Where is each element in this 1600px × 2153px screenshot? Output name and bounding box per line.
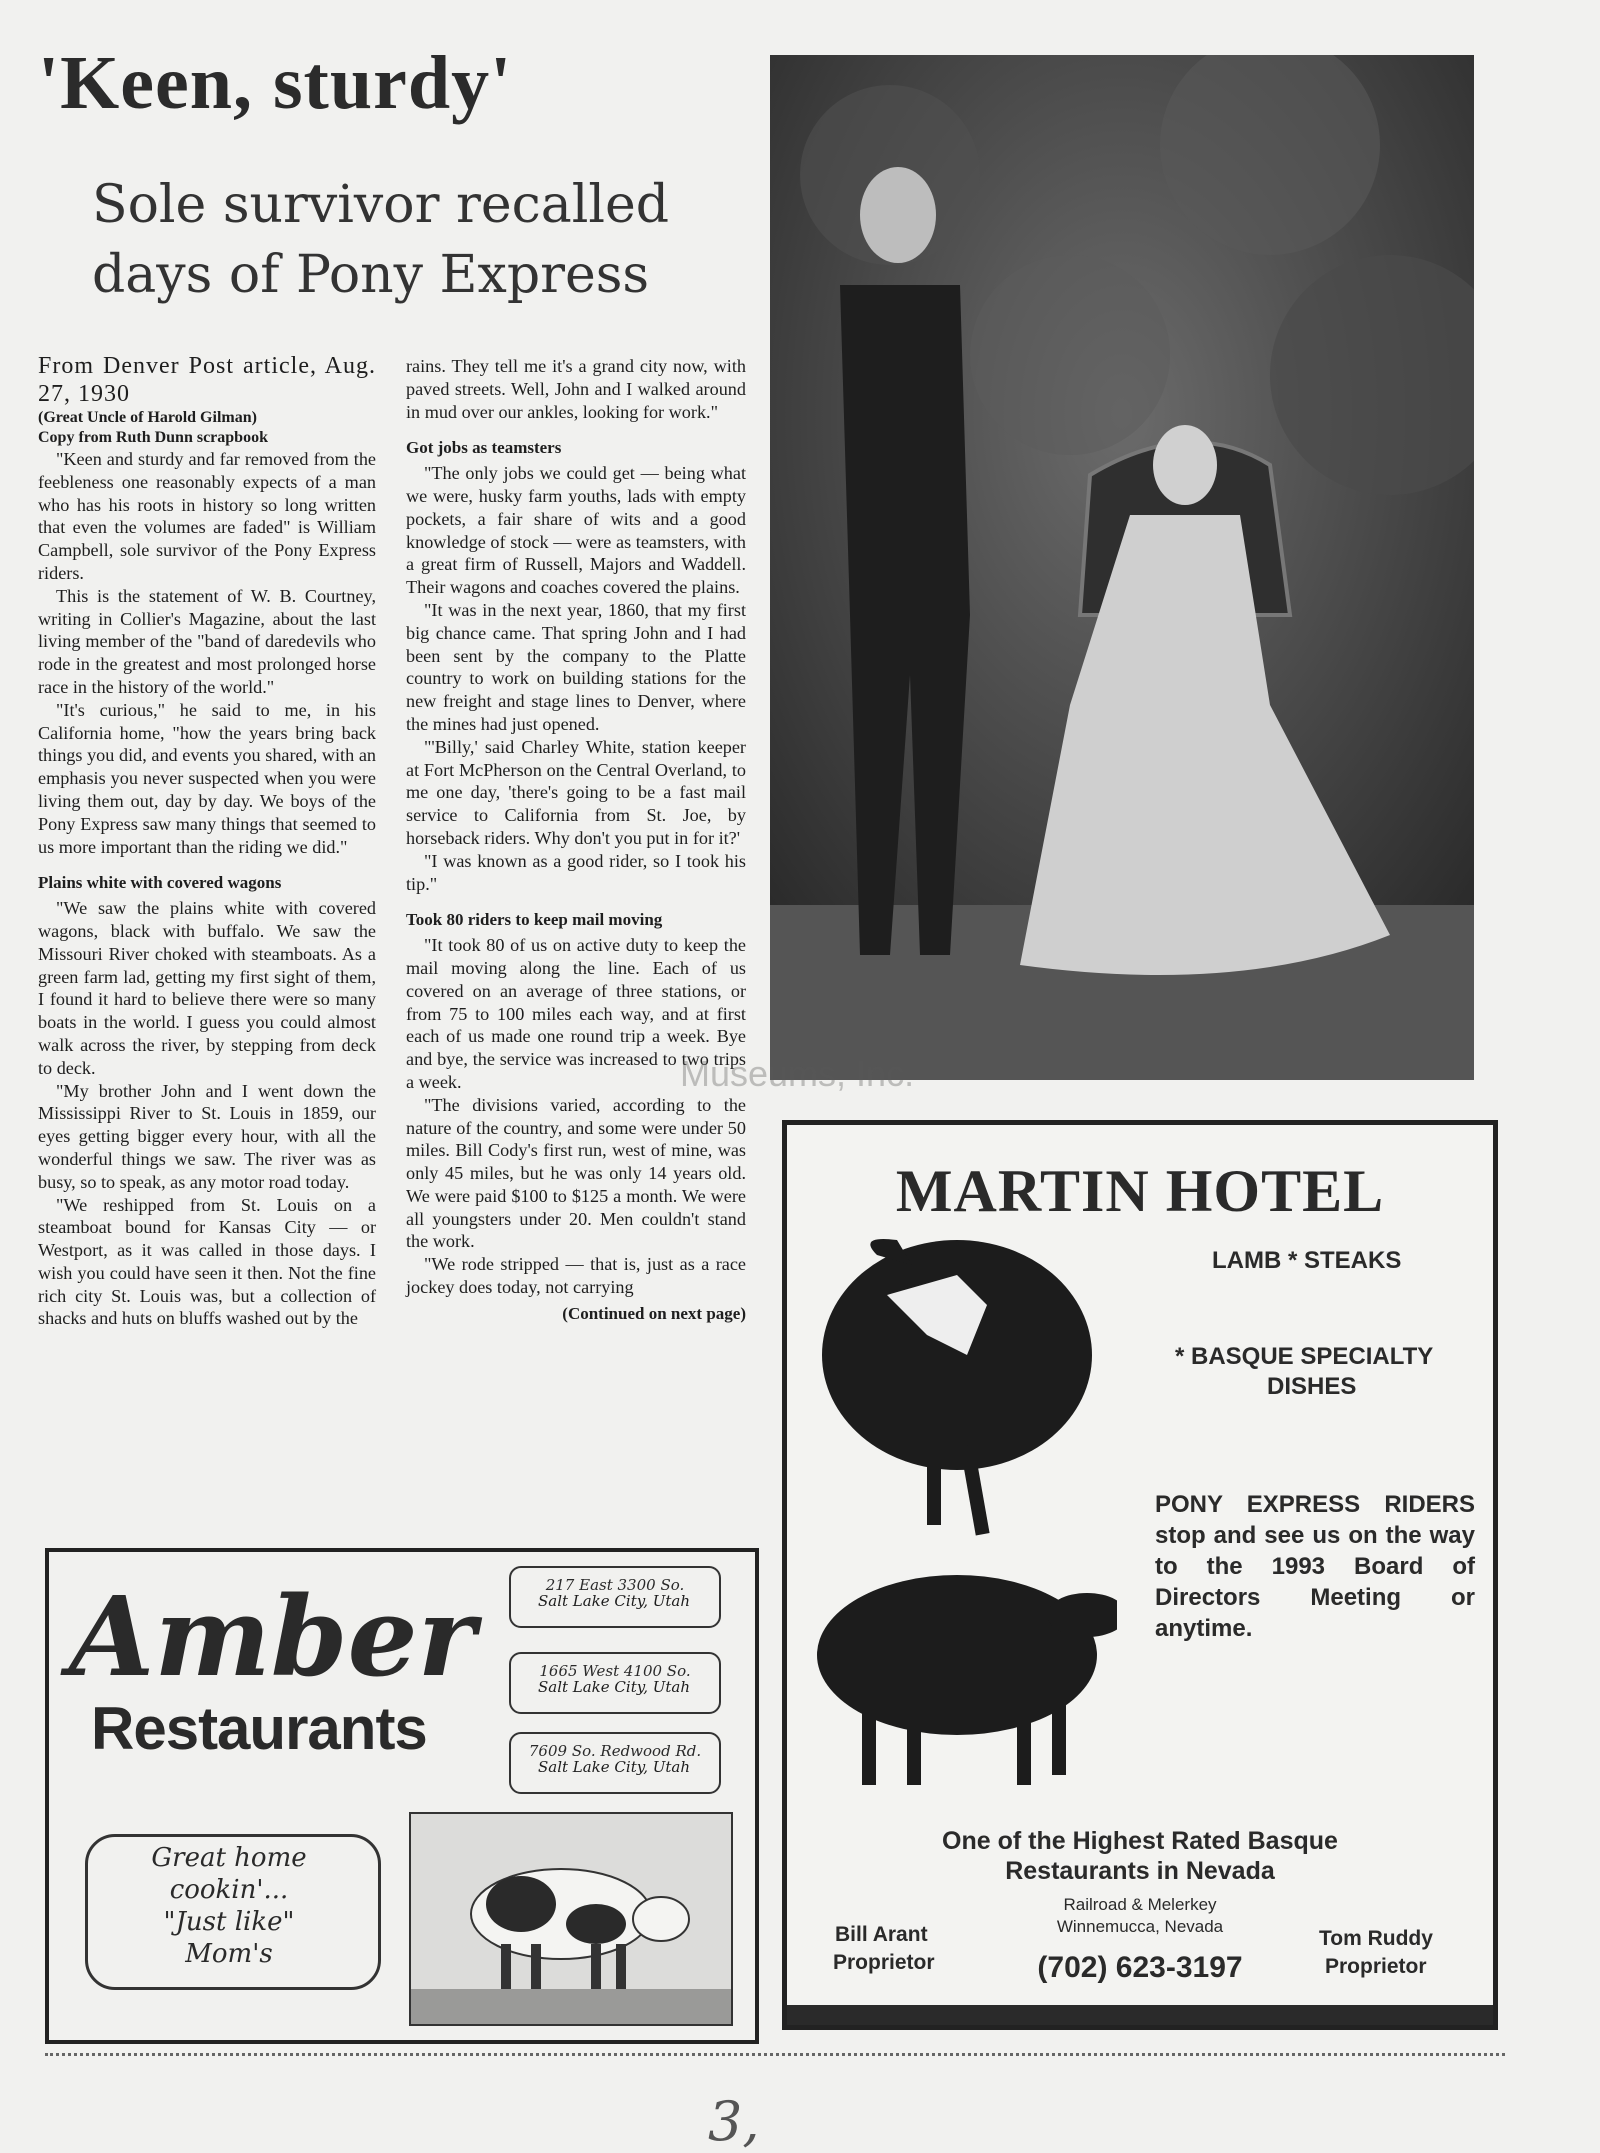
ad-bottom-strip	[787, 2005, 1493, 2025]
dotted-divider	[45, 2053, 1505, 2056]
watermark: Museums, Inc.	[680, 1053, 915, 1094]
article-subheadline: Sole survivor recalled days of Pony Express	[92, 175, 670, 305]
section-heading: Plains white with covered wagons	[38, 873, 282, 893]
paragraph: "We reshipped from St. Louis on a steamboat bound for Kansas City — or Westport, as it was called in those days. I wish you could have seen it then. Not the fine rich city St. Louis was, but a collection of shacks and huts on bluffs washed out by the	[38, 1194, 376, 1329]
owner-title: Proprietor	[1325, 1955, 1427, 1978]
owner-title: Proprietor	[833, 1951, 935, 1974]
amber-brand-sub: Restaurants	[91, 1695, 427, 1762]
cow-illustration	[411, 1814, 731, 2024]
slogan-line: Great home	[151, 1843, 307, 1873]
cow-illustration-frame	[409, 1812, 733, 2026]
amber-brand: Amber	[69, 1572, 476, 1701]
paragraph: "We rode stripped — that is, just as a race jockey does today, not carrying	[406, 1254, 746, 1298]
paragraph: "I was known as a good rider, so I took his tip."	[406, 850, 746, 894]
paragraph: "It's curious," he said to me, in his California home, "how the years bring back things you did, and events you shared, with an emphasis you never suspected when you were living them out, day by day. We boys of the Pony Express saw many things that seemed to us more important than the riding we did."	[38, 699, 376, 857]
amber-restaurants-ad	[45, 1548, 759, 2044]
promo-text: PONY EXPRESS RIDERS stop and see us on the way to the 1993 Board of Directors Meeting or anytime.	[1155, 1491, 1475, 1642]
article-column-2	[406, 355, 746, 1326]
rating-line: One of the Highest Rated Basque	[942, 1827, 1338, 1855]
hotel-phone: (702) 623-3197	[1037, 1951, 1243, 1984]
slogan-line: Mom's	[185, 1939, 273, 1969]
sheep-illustration	[817, 1235, 1117, 1795]
hotel-address: Railroad & Melerkey	[1063, 1895, 1217, 1914]
paragraph: "'Billy,' said Charley White, station keeper at Fort McPherson on the Central Overland, to me one day, 'there's going to be a fast mail service to California from St. Joe, by horseback riders. Why don't you put in for it?'	[406, 736, 746, 848]
menu-line: * BASQUE SPECIALTY	[1175, 1343, 1434, 1370]
slogan-line: cookin'...	[169, 1875, 289, 1905]
slogan-text	[109, 1842, 349, 1970]
owner-name: Bill Arant	[835, 1923, 928, 1946]
slogan-line: "Just like"	[163, 1907, 295, 1937]
menu-line: LAMB * STEAKS	[1212, 1247, 1402, 1274]
address-line: 217 East 3300 So.	[545, 1576, 685, 1594]
address-line: 1665 West 4100 So.	[539, 1662, 691, 1680]
paragraph: "We saw the plains white with covered wagons, black with buffalo. We saw the Missouri River choked with steamboats. As a green farm lad, getting my first sight of them, I found it hard to believe there were so many boats in the world. I guess you could almost walk across the river, by stepping from deck to deck.	[38, 898, 376, 1078]
continued-note: (Continued on next page)	[562, 1303, 746, 1323]
section-heading: Got jobs as teamsters	[406, 438, 562, 458]
article-headline: 'Keen, sturdy'	[38, 41, 513, 125]
paragraph: "The only jobs we could get — being what we were, husky farm youths, lads with empty pockets, a fair share of wits and a good knowledge of stock — were as teamsters, with a great firm of Russell, Majors and Waddell. Their wagons and coaches covered the plains.	[406, 463, 746, 598]
hotel-city: Winnemucca, Nevada	[1056, 1917, 1224, 1936]
photo-illustration	[770, 55, 1474, 1080]
paragraph: This is the statement of W. B. Courtney, writing in Collier's Magazine, about the last living member of the "band of daredevils who rode in the greatest and most prolonged horse race in the history of the world."	[38, 585, 376, 697]
paragraph: "It took 80 of us on active duty to keep the mail moving along the line. Each of us covered on an average of three stations, or from 75 to 100 miles each way, and at first each of us made one round trip a week. Bye and bye, the service was increased to two trips a week.	[406, 935, 746, 1092]
rating-line: Restaurants in Nevada	[1005, 1857, 1275, 1885]
paragraph: "The divisions varied, according to the nature of the country, and some were under 50 miles. Bill Cody's first run, west of mine, was only 45 miles, but he was only 14 years old. We were paid $100 to $125 a month. We were all youngsters under 20. Men couldn't stand the work.	[406, 1094, 746, 1252]
owner-name: Tom Ruddy	[1319, 1927, 1433, 1950]
section-heading: Took 80 riders to keep mail moving	[406, 910, 663, 930]
source-line: From Denver Post article, Aug. 27, 1930	[38, 353, 376, 407]
martin-hotel-ad	[782, 1120, 1498, 2030]
page-number: 3,	[708, 2090, 760, 2153]
source-scrapbook: Copy from Ruth Dunn scrapbook	[38, 429, 268, 446]
portrait-photo	[770, 55, 1474, 1080]
paragraph: rains. They tell me it's a grand city now, with paved streets. Well, John and I walked around in mud over our ankles, looking for work."	[406, 356, 746, 422]
address-line: 7609 So. Redwood Rd.	[528, 1742, 702, 1760]
address-city: Salt Lake City, Utah	[537, 1592, 691, 1610]
address-city: Salt Lake City, Utah	[537, 1758, 691, 1776]
article-column-1	[38, 352, 376, 1330]
source-relation: (Great Uncle of Harold Gilman)	[38, 409, 257, 426]
paragraph: "Keen and sturdy and far removed from the feebleness one reasonably expects of a man who has his roots in history so long written that even the volumes are faded" is William Campbell, sole survivor of the Pony Express riders.	[38, 449, 376, 583]
hotel-title: MARTIN HOTEL	[895, 1158, 1385, 1224]
menu-line: DISHES	[1267, 1373, 1357, 1400]
address-city: Salt Lake City, Utah	[537, 1678, 691, 1696]
paragraph: "My brother John and I went down the Mississippi River to St. Louis in 1859, our eyes getting bigger every hour, with all the wonderful things we saw. The river was as busy, so to speak, as any motor road today.	[38, 1080, 376, 1192]
paragraph: "It was in the next year, 1860, that my first big chance came. That spring John and I had been sent by the company to the Platte country to work on building stations for the new freight and stage lines to Denver, where the mines had just opened.	[406, 599, 746, 734]
